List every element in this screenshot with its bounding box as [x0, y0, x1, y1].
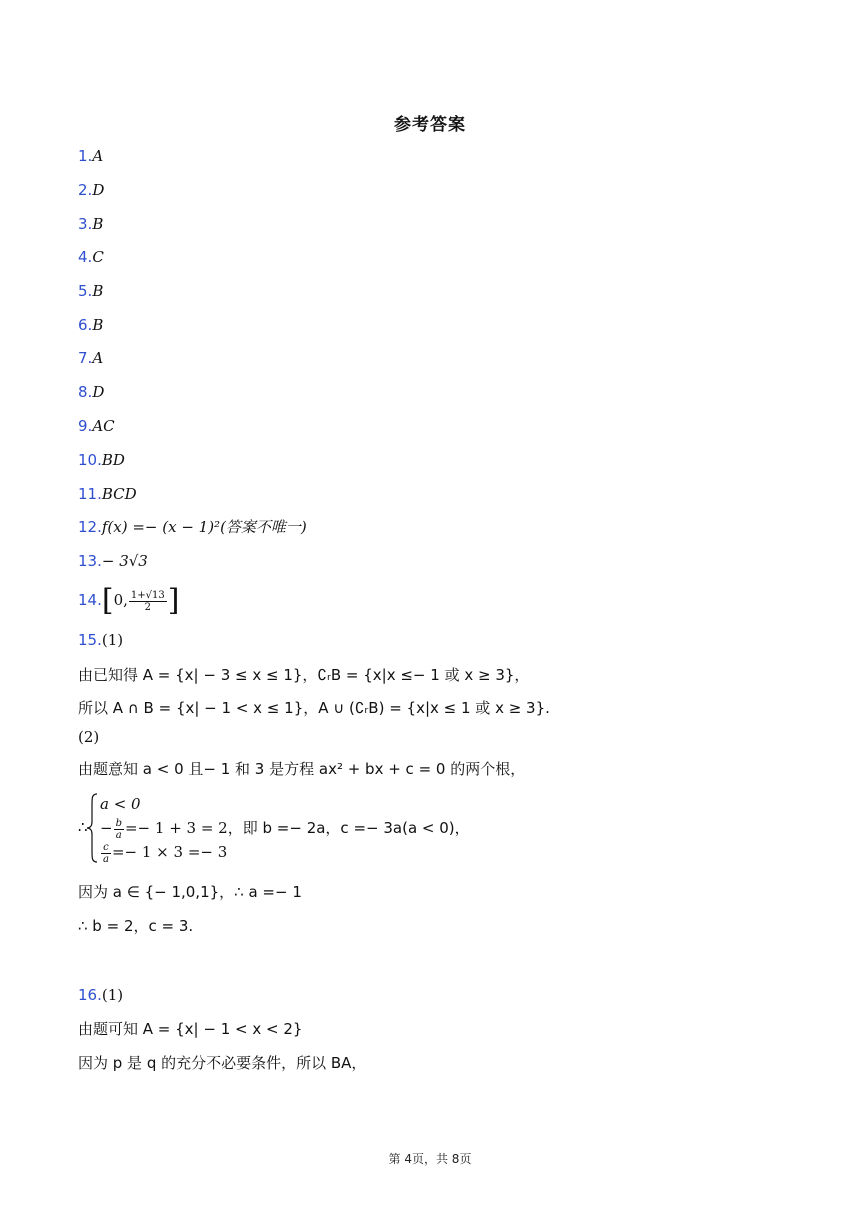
answer-1: 1.A	[78, 147, 104, 165]
q15-line-4: 因为 a ∈ {− 1,0,1}，∴ a =− 1	[78, 883, 302, 901]
answer-13: 13.− 3√3	[78, 552, 148, 570]
answer-4: 4.C	[78, 248, 104, 266]
answer-9: 9.AC	[78, 417, 115, 435]
answer-5: 5.B	[78, 282, 104, 300]
answer-7: 7.A	[78, 349, 104, 367]
page-footer: 第 4页，共 8页	[388, 1152, 472, 1166]
answer-2: 2.D	[78, 181, 105, 199]
left-brace	[86, 792, 98, 864]
q15-line-3: 由题意知 a < 0 且− 1 和 3 是方程 ax² + bx + c = 0 的两个根，	[78, 760, 526, 778]
q16-line-2: 因为 p 是 q 的充分不必要条件，所以 BA，	[78, 1054, 367, 1072]
fraction-b-over-a: $\frac{b}{a}$	[115, 817, 122, 841]
q16-header: 16.(1)	[78, 986, 124, 1004]
q15-line-2: 所以 A ∩ B = {x| − 1 < x ≤ 1}，A ∪ (∁ᵣB) = {x|x ≤ 1 或 x ≥ 3}.	[78, 699, 550, 717]
q15-line-1: 由已知得 A = {x| − 3 ≤ x ≤ 1}，∁ᵣB = {x|x ≤− 1 或 x ≥ 3}，	[78, 666, 530, 684]
answer-12: 12.f(x) =− (x − 1)²(答案不唯一)	[78, 518, 307, 536]
answer-3: 3.B	[78, 215, 104, 233]
equation-system	[78, 792, 498, 864]
therefore-symbol: ∴	[78, 818, 88, 836]
q15-part-2: (2)	[78, 728, 100, 746]
q16-line-1: 由题可知 A = {x| − 1 < x < 2}	[78, 1020, 303, 1038]
fraction: $\frac{1+√13}{2}$	[130, 589, 165, 613]
system-row-1: a < 0	[100, 795, 141, 813]
q15-line-5: ∴ b = 2，c = 3.	[78, 917, 194, 935]
answer-8: 8.D	[78, 383, 105, 401]
system-rows	[100, 792, 470, 864]
answer-10: 10.BD	[78, 451, 125, 469]
page-title: 参考答案	[394, 115, 466, 135]
system-row-2: − $\frac{b}{a}$ =− 1 + 3 = 2，即 b =− 2a，c =− 3a(a < 0)，	[100, 817, 470, 841]
fraction-c-over-a: $\frac{c}{a}$	[103, 841, 109, 865]
q15-header: 15.(1)	[78, 631, 124, 649]
answer-11: 11.BCD	[78, 485, 137, 503]
system-row-3: $\frac{c}{a}$ =− 1 × 3 =− 3	[103, 841, 228, 865]
answer-6: 6.B	[78, 316, 104, 334]
answer-14: 14.[0, $\frac{1+√13}{2}$ ]	[78, 583, 180, 618]
